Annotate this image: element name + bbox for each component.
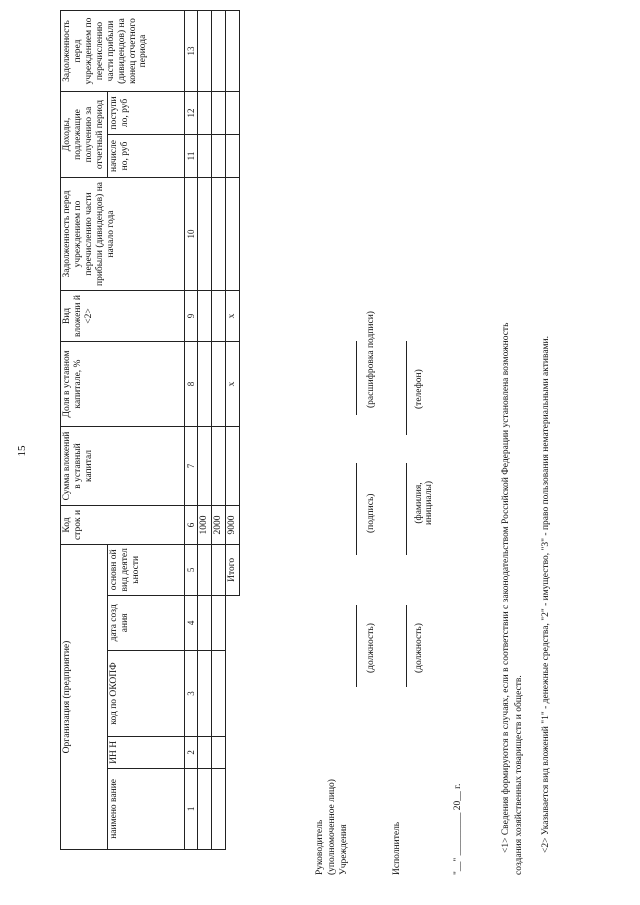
column-number: 6 <box>185 506 198 545</box>
column-number: 5 <box>185 545 198 596</box>
decoding-caption: (расшифровка подписи) <box>366 311 376 408</box>
row-code: 1000 <box>198 506 212 545</box>
header-debt-start: Задолженность перед учреждением по перечислению части прибыли (дивидендов) на начало года <box>61 178 185 291</box>
header-inn: ИН Н <box>108 736 185 768</box>
header-income-group: Доходы, подлежащие получению за отчетный период <box>61 92 108 178</box>
column-numbers-row <box>185 11 198 850</box>
phone-caption: (телефон) <box>414 369 424 409</box>
column-number: 1 <box>185 768 198 849</box>
column-number: 7 <box>185 427 198 506</box>
footnote-1: <1> Сведения формируются в случаях, если в соответствии с законодательством Российской Федерации установлена возможность создания хозяйственных товариществ и обществ. <box>501 322 524 875</box>
header-name: наимено вание <box>108 768 185 849</box>
column-number: 12 <box>185 92 198 135</box>
column-number: 10 <box>185 178 198 291</box>
header-debt-end: Задолженность перед учреждением по перечислению части прибыли (дивидендов) на конец отчетного периода <box>61 11 185 92</box>
decoding-line <box>356 341 357 415</box>
executor-label: Исполнитель <box>392 821 402 875</box>
header-received: поступи ло, руб <box>108 92 185 135</box>
table-row <box>198 11 212 850</box>
total-label: Итого <box>226 545 240 596</box>
signature-caption: (подпись) <box>366 493 376 533</box>
investments-table <box>60 10 240 850</box>
column-number: 8 <box>185 342 198 427</box>
head-label-authorized: (уполномоченное лицо) <box>327 779 337 875</box>
position-caption: (должность) <box>366 623 376 673</box>
column-number: 13 <box>185 11 198 92</box>
column-number: 2 <box>185 736 198 768</box>
position-line <box>356 605 357 687</box>
column-number: 9 <box>185 291 198 342</box>
total-row <box>226 11 240 850</box>
total-code: 9000 <box>226 506 240 545</box>
head-label: Руководитель <box>315 819 325 875</box>
date-line: "__" _________ 20__ г. <box>453 783 463 875</box>
header-creation-date: дата созд ания <box>108 595 185 650</box>
total-type-x: x <box>226 291 240 342</box>
page-number: 15 <box>16 445 28 457</box>
header-share: Доля в уставном капитале, % <box>61 342 185 427</box>
total-share-x: x <box>226 342 240 427</box>
header-row-code: Код строк и <box>61 506 185 545</box>
executor-name-line <box>406 463 407 555</box>
row-code: 2000 <box>212 506 226 545</box>
executor-position-caption: (должность) <box>414 623 424 673</box>
column-number: 3 <box>185 651 198 737</box>
header-investment-sum: Сумма вложений в уставный капитал <box>61 427 185 506</box>
column-number: 11 <box>185 135 198 178</box>
name-caption: (фамилия, инициалы) <box>414 481 434 526</box>
header-organization: Организация (предприятие) <box>61 545 108 850</box>
header-okopf: код по ОКОПФ <box>108 651 185 737</box>
footnote-2: <2> Указывается вид вложений "1" - денежные средства, "2" - имущество, "3" - право пользования нематериальными активами. <box>541 335 551 853</box>
signature-line <box>356 463 357 555</box>
executor-position-line <box>406 605 407 687</box>
header-accrued: начисле но, руб <box>108 135 185 178</box>
phone-line <box>406 341 407 435</box>
table-row <box>212 11 226 850</box>
header-activity: основн ой вид деятел ьности <box>108 545 185 596</box>
header-investment-type: Вид вложени й <2> <box>61 291 185 342</box>
head-label-institution: Учреждения <box>339 824 349 875</box>
column-number: 4 <box>185 595 198 650</box>
